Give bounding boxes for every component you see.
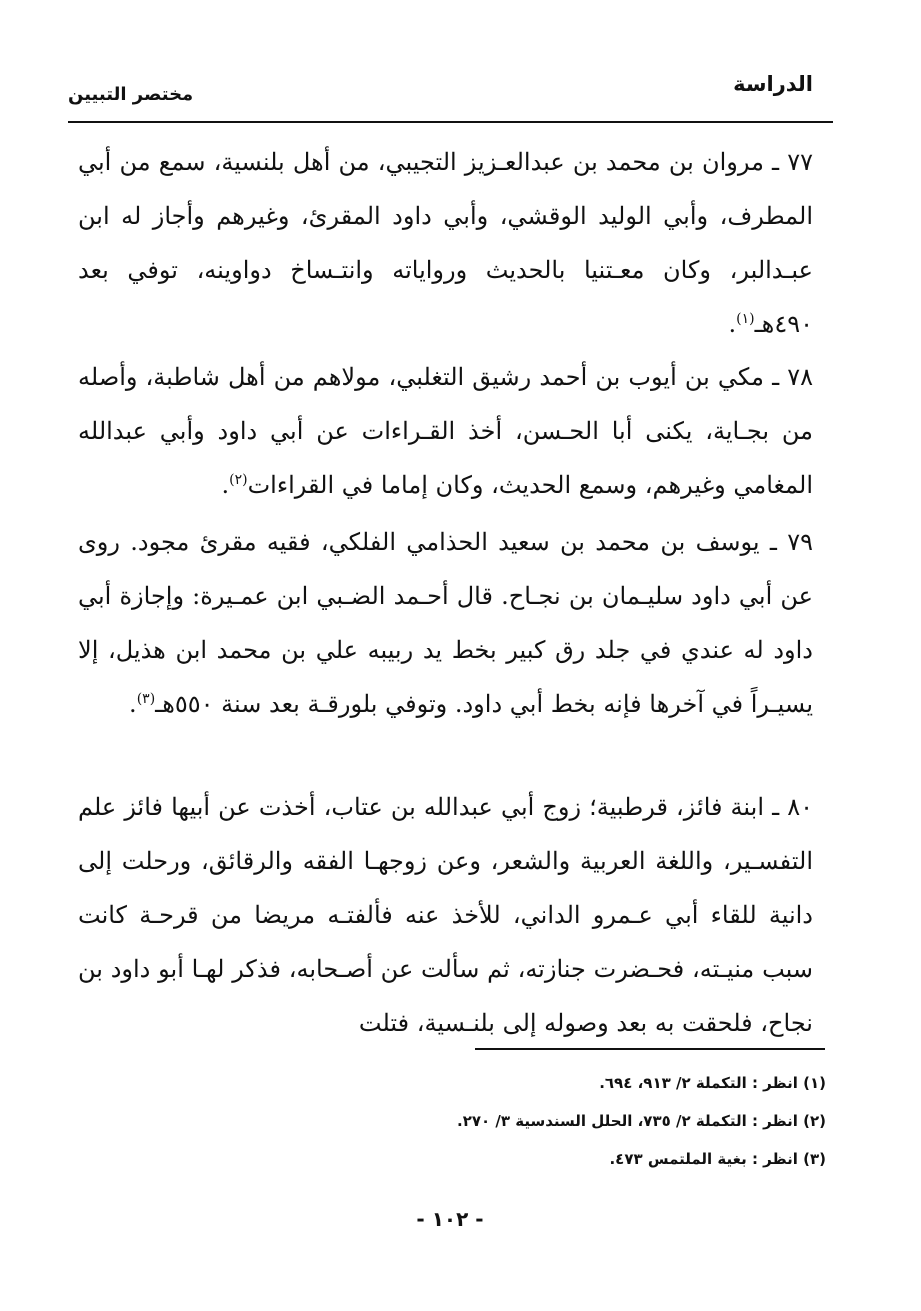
entry-text: ابنة فائز، قرطبية؛ زوج أبي عبدالله بن عتاب، أخذت عن أبيها فائز علم التفسـير، واللغة العربية والشعر، وعن زوجهـا الفقه والرقائق، ورحلت إلى دانية للقاء أبي عـمرو الداني، للأخذ عنه فألفتـه مريضا من قرحـة كانت سبب منيـته، فحـضرت جنازته، ثم سألت عن أصـحابه، فذكر لهـا أبو داود بن نجاح، فلحقت به بعد وصوله إلى بلنـسية، فتلت xyxy=(78,793,813,1037)
biography-entry-78: ٧٨ ـ مكي بن أيوب بن أحمد رشيق التغلبي، مولاهم من أهل شاطبة، وأصله من بجـاية، يكنى أبا الحـسن، أخذ القـراءات عن أبي داود وأبي عبدالله المغامي وغيرهم، وسمع الحديث، وكان إماما في القراءات$^{(٢)}$. xyxy=(78,363,814,499)
entry-text: يوسف بن محمد بن سعيد الحذامي الفلكي، فقيه مقرئ مجود. روى عن أبي داود سليـمان بن نجـاح. قال أحـمد الضـبي ابن عمـيرة: وإجازة أبي داود له عندي في جلد رق كبير بخط يد ربيبه علي بن محمد ابن هذيل، إلا يسيـراً في آخرها فإنه بخط أبي داود. وتوفي بلورقـة بعد سنة ٥٥٠هـ xyxy=(78,528,813,718)
entry-number: ٧٧ xyxy=(787,148,813,176)
entry-end: . xyxy=(221,471,230,499)
book-title: مختصر التبيين xyxy=(68,84,194,105)
footnote-rule xyxy=(475,1048,825,1050)
footnote-ref: (١) xyxy=(736,311,755,327)
biography-entry-77: ٧٧ ـ مروان بن محمد بن عبدالعـزيز التجيبي، من أهل بلنسية، سمع من أبي المطرف، وأبي الوليد الوقشي، وأبي داود المقرئ، وغيرهم وأجاز له ابن عبـدالبر، وكان معـتنيا بالحديث ورواياته وانتـساخ دواوينه، توفي بعد ٤٩٠هـ$^{(١)}$. xyxy=(78,148,813,338)
running-head xyxy=(68,72,813,112)
header-rule xyxy=(68,121,833,123)
entry-end: . xyxy=(129,690,137,718)
footnote-1: (١) انظر : التكملة ٢/ ٩١٣، ٦٩٤. xyxy=(599,1074,826,1092)
footnote-ref: (٢) xyxy=(229,472,248,488)
entry-number: ٨٠ xyxy=(787,793,813,821)
section-title: الدراسة xyxy=(733,72,813,96)
entry-end: . xyxy=(728,310,737,338)
biography-entry-79: ٧٩ ـ يوسف بن محمد بن سعيد الحذامي الفلكي، فقيه مقرئ مجود. روى عن أبي داود سليـمان بن نجـاح. قال أحـمد الضـبي ابن عمـيرة: وإجازة أبي داود له عندي في جلد رق كبير بخط يد ربيبه علي بن محمد ابن هذيل، إلا يسيـراً في آخرها فإنه بخط أبي داود. وتوفي بلورقـة بعد سنة ٥٥٠هـ$^{(٣)}$. xyxy=(78,528,813,718)
entry-text: مكي بن أيوب بن أحمد رشيق التغلبي، مولاهم من أهل شاطبة، وأصله من بجـاية، يكنى أبا الحـسن، أخذ القـراءات عن أبي داود وأبي عبدالله المغامي وغيرهم، وسمع الحديث، وكان إماما في القراءات xyxy=(78,363,813,499)
footnote-3: (٣) انظر : بغية الملتمس ٤٧٣. xyxy=(609,1150,826,1168)
entry-number: ٧٨ xyxy=(787,363,814,391)
footnotes xyxy=(306,1064,826,1178)
biography-entry-80: ٨٠ ـ ابنة فائز، قرطبية؛ زوج أبي عبدالله بن عتاب، أخذت عن أبيها فائز علم التفسـير، واللغة العربية والشعر، وعن زوجهـا الفقه والرقائق، ورحلت إلى دانية للقاء أبي عـمرو الداني، للأخذ عنه فألفتـه مريضا من قرحـة كانت سبب منيـته، فحـضرت جنازته، ثم سألت عن أصـحابه، فذكر لهـا أبو داود بن نجاح، فلحقت به بعد وصوله إلى بلنـسية، فتلت xyxy=(78,793,813,1037)
page-number: - ١٠٢ - xyxy=(416,1207,484,1231)
entry-number: ٧٩ xyxy=(787,528,813,556)
entry-text: مروان بن محمد بن عبدالعـزيز التجيبي، من أهل بلنسية، سمع من أبي المطرف، وأبي الوليد الوقشي، وأبي داود المقرئ، وغيرهم وأجاز له ابن عبـدالبر، وكان معـتنيا بالحديث ورواياته وانتـساخ دواوينه، توفي بعد ٤٩٠هـ xyxy=(78,148,813,338)
footnote-ref: (٣) xyxy=(136,691,156,707)
footnote-2: (٢) انظر : التكملة ٢/ ٧٣٥، الحلل السندسية ٣/ ٢٧٠. xyxy=(457,1112,826,1130)
